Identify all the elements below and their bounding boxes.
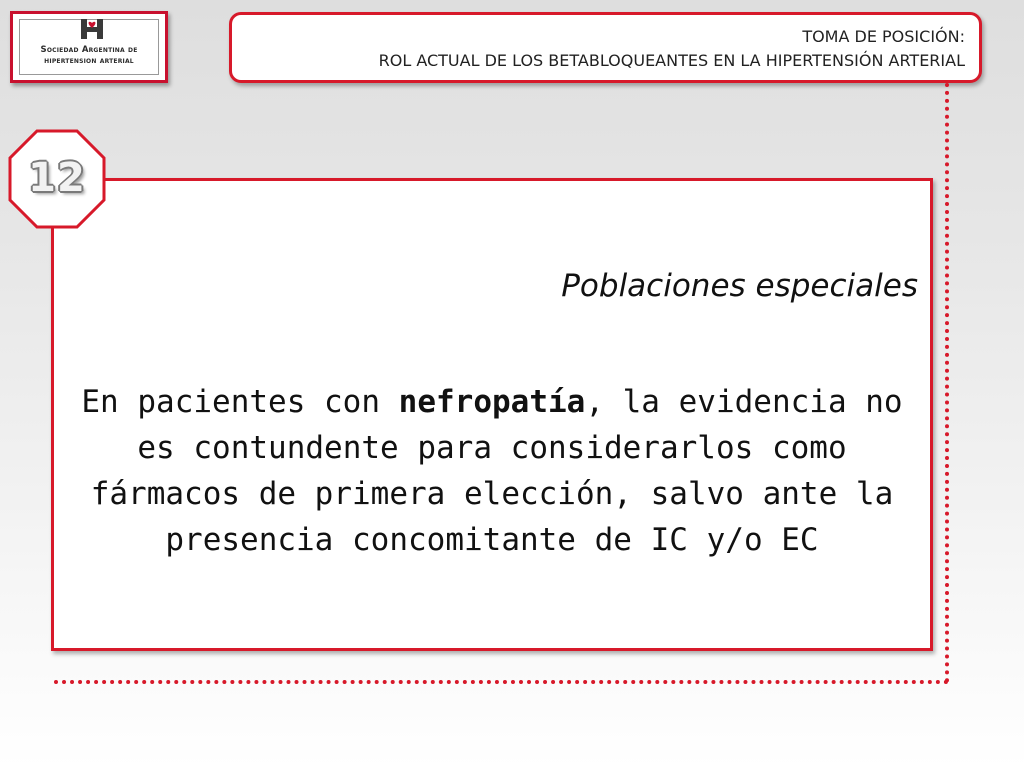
header-subtitle: ROL ACTUAL DE LOS BETABLOQUEANTES EN LA HIPERTENSIÓN ARTERIAL	[378, 51, 965, 70]
dotted-connector-vertical	[945, 83, 949, 683]
body-text-end: , la evidencia no es contundente para considerarlos como fármacos de primera elección, salvo ante la presencia concomitante de IC y/o EC	[90, 384, 903, 558]
slide-number-badge	[7, 128, 107, 230]
slide-number: 12	[28, 155, 86, 201]
org-name: Sociedad Argentina de hipertension arterial	[40, 45, 138, 66]
section-subtitle: Poblaciones especiales	[561, 268, 918, 304]
sah-logo-icon	[79, 17, 105, 41]
dotted-connector-horizontal	[54, 680, 949, 684]
body-text-start: En pacientes con	[81, 384, 399, 420]
header-banner	[229, 12, 982, 83]
body-paragraph	[62, 379, 922, 563]
content-panel	[51, 178, 933, 651]
body-text-emphasis: nefropatía	[398, 384, 586, 420]
header-title: TOMA DE POSICIÓN:	[802, 27, 965, 46]
org-logo	[10, 11, 168, 83]
